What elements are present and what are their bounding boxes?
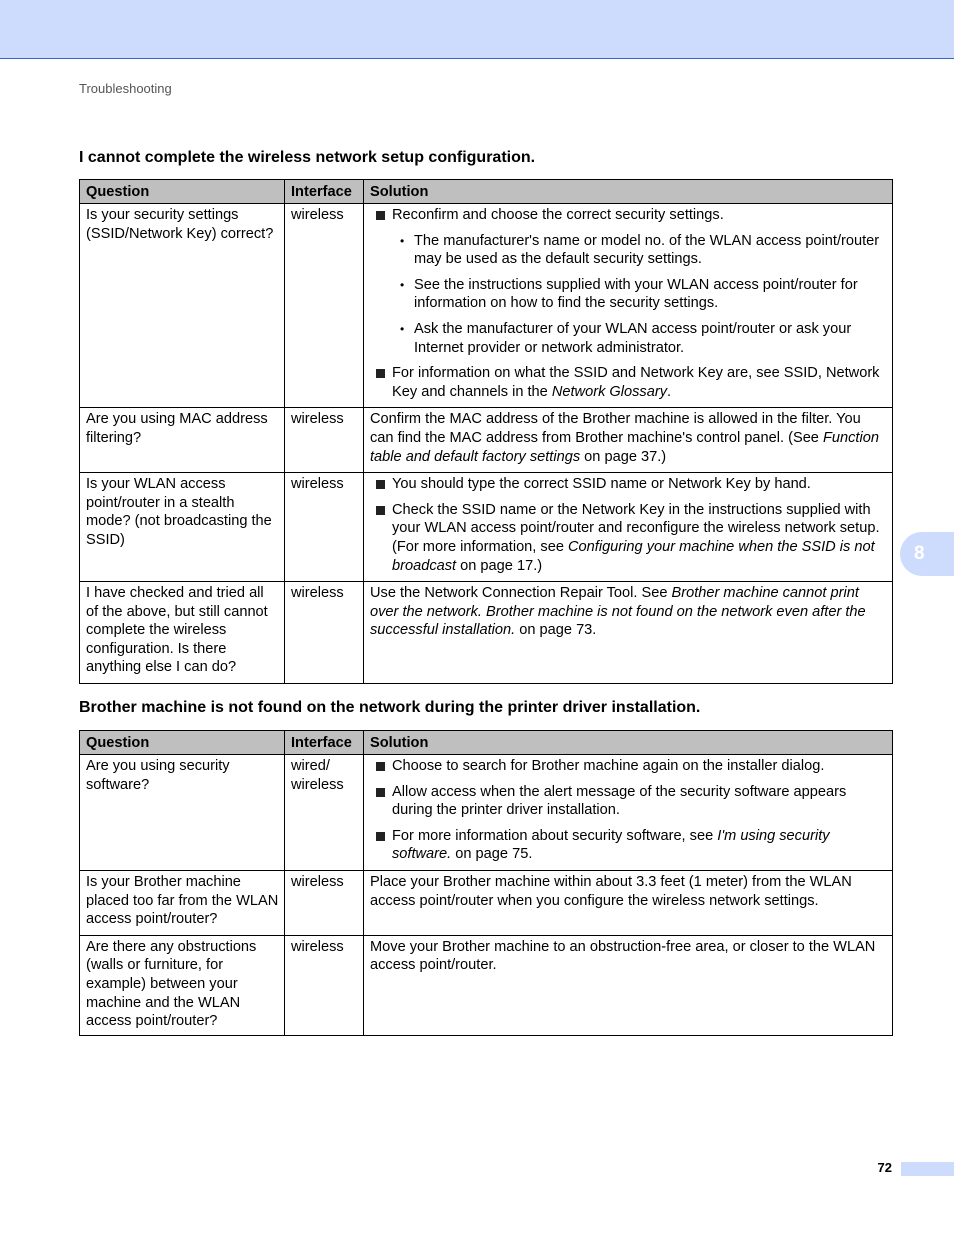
column-header-solution: Solution [364,731,893,755]
table-row [80,204,893,408]
reference-security-software: I'm using security software. [392,827,830,863]
column-header-question: Question [80,731,285,755]
solution-cell: Confirm the MAC address of the Brother machine is allowed in the filter. You can find the MAC address from Brother machine's control panel. (See Function table and default factory settings on page 37.) [364,408,893,473]
column-header-interface: Interface [285,731,364,755]
table-row [80,473,893,582]
solution-cell [364,473,893,582]
reference-function-table: Function table and default factory settings [370,429,879,465]
column-header-question: Question [80,180,285,204]
solution-bullet: For information on what the SSID and Network Key are, see SSID, Network Key and channels in the Network Glossary. [370,364,887,401]
table-row [80,870,893,935]
solution-bullet: For more information about security software, see I'm using security software. on page 75. [370,827,887,864]
interface-cell: wireless [285,204,364,408]
table-row [80,755,893,871]
solution-cell [364,204,893,408]
reference-ssid-not-broadcast: Configuring your machine when the SSID is not broadcast [392,538,875,574]
table-header-row [80,180,893,204]
interface-cell: wireless [285,870,364,935]
solution-cell: Place your Brother machine within about 3.3 feet (1 meter) from the WLAN access point/router when you configure the wireless network settings. [364,870,893,935]
question-cell: Is your security settings (SSID/Network Key) correct? [80,204,285,408]
solution-cell: Use the Network Connection Repair Tool. See Brother machine cannot print over the network. Brother machine is not found on the network even after the successful installation. on page 73. [364,582,893,684]
solution-cell: Move your Brother machine to an obstruction-free area, or closer to the WLAN access point/router. [364,935,893,1035]
question-cell: Are there any obstructions (walls or furniture, for example) between your machine and the WLAN access point/router? [80,935,285,1035]
table-row [80,408,893,473]
solution-cell [364,755,893,871]
column-header-solution: Solution [364,180,893,204]
running-header: Troubleshooting [79,81,172,96]
solution-bullet: You should type the correct SSID name or Network Key by hand. [370,475,887,494]
solution-bullet: Check the SSID name or the Network Key in the instructions supplied with your WLAN access point/router and reconfigure the wireless network setup. (For more information, see Configuring your machine when the SSID is not broadcast on page 17.) [370,501,887,575]
question-cell: Is your Brother machine placed too far from the WLAN access point/router? [80,870,285,935]
sub-bullet: • The manufacturer's name or model no. of the WLAN access point/router may be used as the default security settings. [392,232,887,269]
solution-bullet: Allow access when the alert message of the security software appears during the printer driver installation. [370,783,887,820]
footer-bar [901,1162,954,1176]
table-not-found [79,730,893,1036]
question-cell: I have checked and tried all of the above, but still cannot complete the wireless configuration. Is there anything else I can do? [80,582,285,684]
table-row [80,582,893,684]
sub-bullet: • Ask the manufacturer of your WLAN access point/router or ask your Internet provider or network administrator. [392,320,887,357]
header-band [0,0,954,59]
table-row [80,935,893,1035]
solution-bullet: Choose to search for Brother machine again on the installer dialog. [370,757,887,776]
page-number: 72 [877,1160,892,1175]
reference-network-glossary: Network Glossary [551,383,667,400]
interface-cell: wireless [285,473,364,582]
table-header-row [80,731,893,755]
interface-cell: wireless [285,408,364,473]
solution-bullet: Reconfirm and choose the correct security settings. • The manufacturer's name or model no. of the WLAN access point/router may be used as the default security settings. • See the instructions supplied with your WLAN access point/router for information on how to find the security settings. • Ask the manufacturer of your WLAN access point/router or ask your Internet provider or network administrator. [370,206,887,357]
question-cell: Is your WLAN access point/router in a stealth mode? (not broadcasting the SSID) [80,473,285,582]
section-title-wireless-setup: I cannot complete the wireless network setup configuration. [79,149,536,166]
column-header-interface: Interface [285,180,364,204]
reference-cannot-print: Brother machine cannot print over the network. Brother machine is not found on the network even after the successful installation. [370,585,866,639]
section-title-not-found: Brother machine is not found on the network during the printer driver installation. [79,699,701,716]
interface-cell: wireless [285,935,364,1035]
question-cell: Are you using MAC address filtering? [80,408,285,473]
table-wireless-setup [79,179,893,684]
interface-cell: wireless [285,582,364,684]
chapter-tab: 8 [900,532,954,576]
question-cell: Are you using security software? [80,755,285,871]
interface-cell: wired/ wireless [285,755,364,871]
sub-bullet: • See the instructions supplied with your WLAN access point/router for information on how to find the security settings. [392,276,887,313]
